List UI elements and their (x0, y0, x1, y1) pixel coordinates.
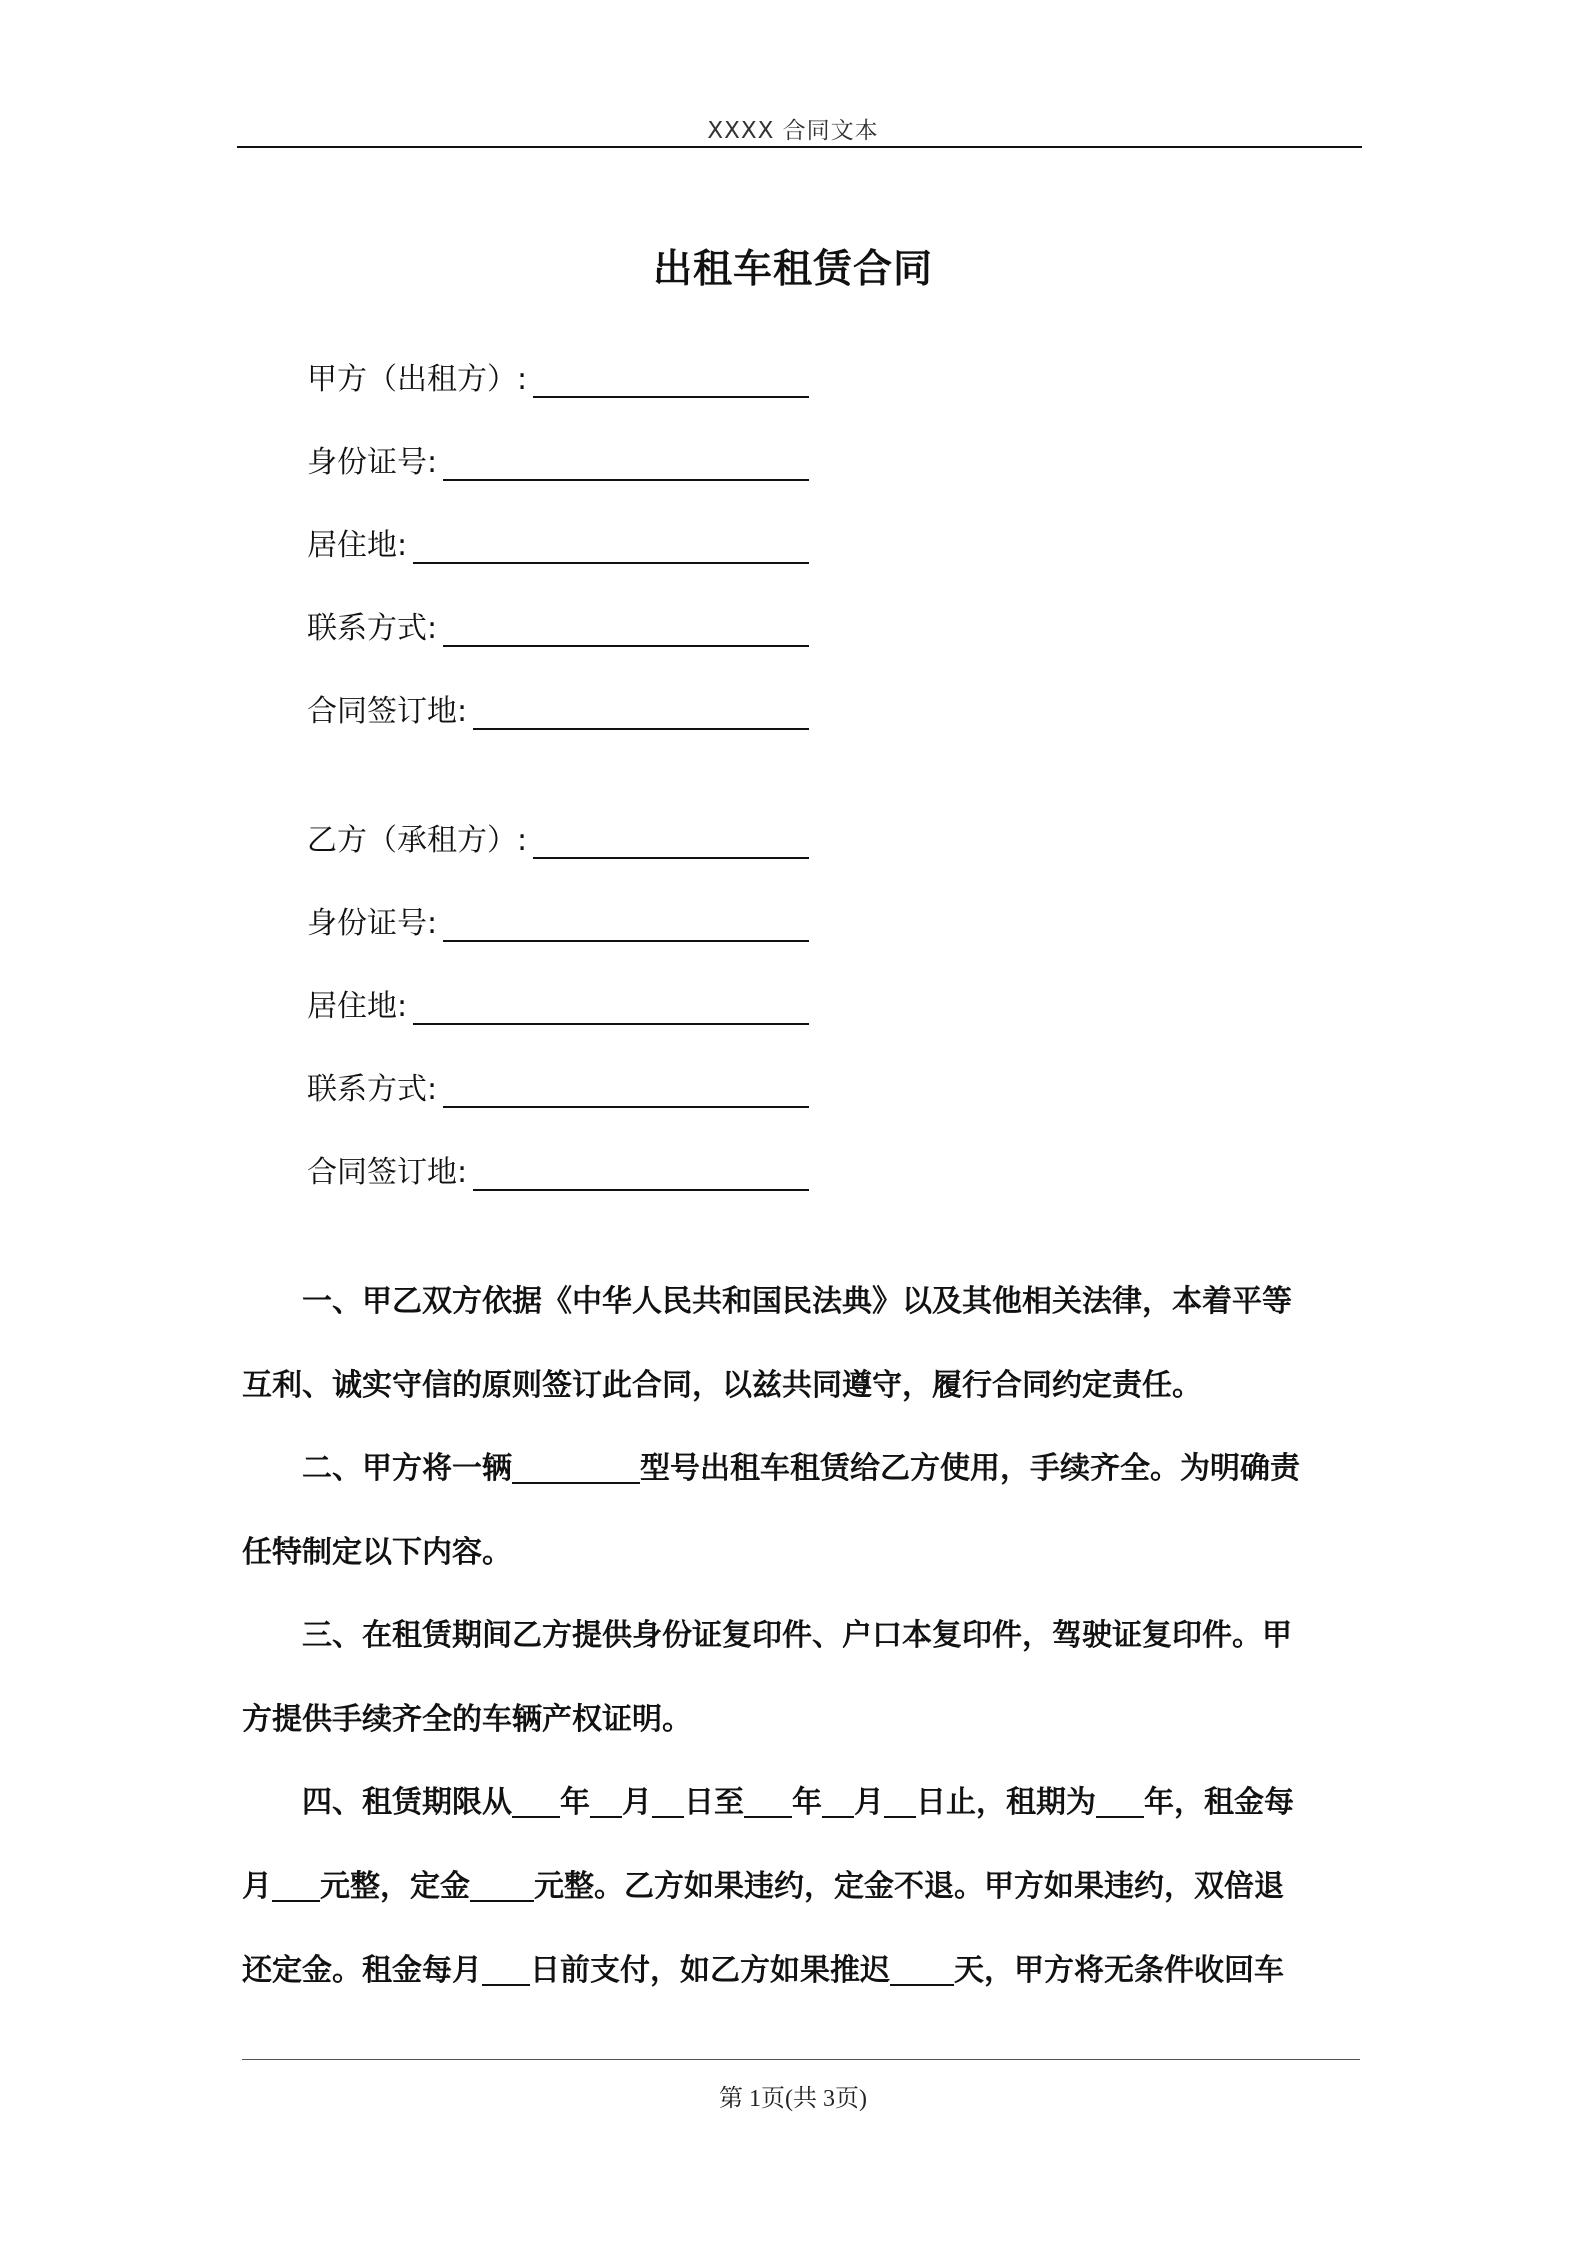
field-label: 身份证号: (307, 906, 438, 941)
party-a-id-field (307, 439, 809, 483)
clause-text: 天，甲方将无条件收回车 (954, 1953, 1284, 1988)
clause-line (242, 1427, 1358, 1511)
header-divider (237, 146, 1362, 148)
party-b-name-field (307, 817, 809, 861)
blank-line (473, 1153, 809, 1191)
clause-3 (242, 1594, 1358, 1762)
clause-line: 互利、诚实守信的原则签订此合同，以兹共同遵守，履行合同约定责任。 (242, 1368, 1202, 1403)
clause-2 (242, 1427, 1358, 1595)
party-b-signing-place-field (307, 1149, 809, 1193)
footer-divider (242, 2059, 1360, 2060)
page-number: 第 1页(共 3页) (719, 2086, 867, 2112)
clause-text: 二、甲方将一辆 (302, 1451, 512, 1486)
blank-line (590, 1786, 622, 1818)
blank-line (512, 1452, 640, 1484)
document-title: 出租车租赁合同 (652, 247, 933, 292)
clause-text: 年，租金每 (1144, 1785, 1294, 1820)
blank-line (890, 1954, 954, 1986)
party-b-address-field (307, 983, 809, 1027)
clause-text: 日前支付，如乙方如果推迟 (530, 1953, 890, 1988)
clause-line: 任特制定以下内容。 (242, 1535, 512, 1570)
blank-line (652, 1786, 684, 1818)
blank-line (470, 1870, 534, 1902)
clause-text: 元整，定金 (320, 1869, 470, 1904)
clause-text: 型号出租车租赁给乙方使用，手续齐全。为明确责 (640, 1451, 1300, 1486)
clause-line: 三、在租赁期间乙方提供身份证复印件、户口本复印件，驾驶证复印件。甲 (302, 1618, 1292, 1653)
blank-line (512, 1786, 560, 1818)
party-a-contact-field (307, 605, 809, 649)
party-b-id-field (307, 900, 809, 944)
field-label: 身份证号: (307, 445, 438, 480)
blank-line (443, 443, 809, 481)
blank-line (443, 609, 809, 647)
clause-line (242, 1761, 1358, 1845)
blank-line (413, 987, 809, 1025)
clause-text: 还定金。租金每月 (242, 1953, 482, 1988)
blank-line (272, 1870, 320, 1902)
party-a-name-field (307, 356, 809, 400)
clause-line (242, 1845, 1358, 1929)
field-label: 居住地: (307, 528, 408, 563)
clause-text: 年 (792, 1785, 822, 1820)
field-label: 居住地: (307, 989, 408, 1024)
clause-line: 一、甲乙双方依据《中华人民共和国民法典》以及其他相关法律，本着平等 (302, 1284, 1292, 1319)
party-a-address-field (307, 522, 809, 566)
clause-text: 月 (622, 1785, 652, 1820)
blank-line (533, 821, 809, 859)
clause-text: 月 (242, 1869, 272, 1904)
blank-line (744, 1786, 792, 1818)
blank-line (413, 526, 809, 564)
clause-text: 日止，租期为 (916, 1785, 1096, 1820)
clause-line: 方提供手续齐全的车辆产权证明。 (242, 1702, 692, 1737)
blank-line (1096, 1786, 1144, 1818)
field-label: 联系方式: (307, 611, 438, 646)
field-label: 乙方（承租方）: (307, 823, 528, 858)
clause-text: 月 (854, 1785, 884, 1820)
blank-line (473, 692, 809, 730)
clause-1 (242, 1260, 1358, 1428)
clause-text: 日至 (684, 1785, 744, 1820)
field-label: 联系方式: (307, 1072, 438, 1107)
document-header: XXXX 合同文本 (707, 118, 879, 144)
field-label: 甲方（出租方）: (307, 362, 528, 397)
blank-line (533, 360, 809, 398)
clause-text: 年 (560, 1785, 590, 1820)
party-a-signing-place-field (307, 688, 809, 732)
field-label: 合同签订地: (307, 694, 468, 729)
blank-line (443, 1070, 809, 1108)
party-b-contact-field (307, 1066, 809, 1110)
blank-line (822, 1786, 854, 1818)
clause-line (242, 1929, 1358, 2013)
blank-line (482, 1954, 530, 1986)
blank-line (443, 904, 809, 942)
blank-line (884, 1786, 916, 1818)
field-label: 合同签订地: (307, 1155, 468, 1190)
clause-text: 元整。乙方如果违约，定金不退。甲方如果违约，双倍退 (534, 1869, 1284, 1904)
clause-4 (242, 1761, 1358, 2013)
clause-text: 四、租赁期限从 (302, 1785, 512, 1820)
